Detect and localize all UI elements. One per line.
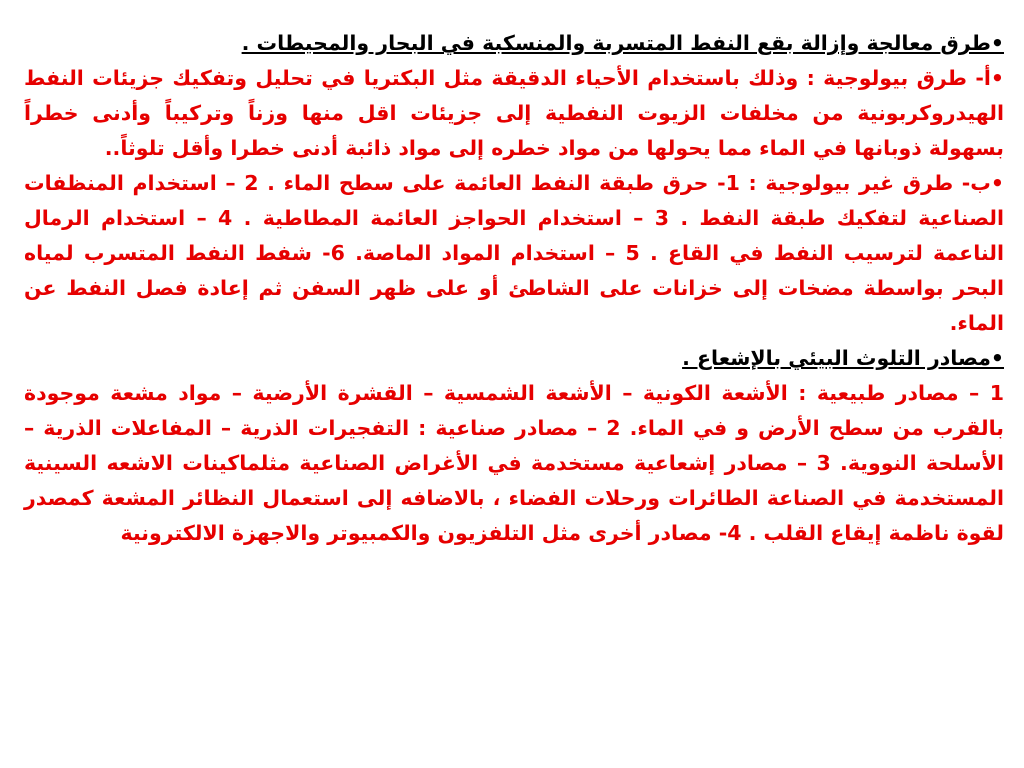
non-biological-methods-paragraph: •ب- طرق غير بيولوجية : 1- حرق طبقة النفط العائمة على سطح الماء . 2 – استخدام المنظفات الصناعية لتفكيك طبقة النفط . 3 – استخدام الحواجز العائمة المطاطية . 4 – استخدام الرمال الناعمة لترسيب النفط في القاع . 5 – استخدام المواد الماصة. 6- شفط النفط المتسرب لمياه البحر بواسطة مضخات إلى خزانات على الشاطئ أو على ظهر السفن ثم إعادة فصل النفط عن الماء.: [24, 171, 1005, 335]
radiation-sources-paragraph: 1 – مصادر طبيعية : الأشعة الكونية – الأشعة الشمسية – القشرة الأرضية – مواد مشعة موجودة بالقرب من سطح الأرض و في الماء. 2 – مصادر صناعية : التفجيرات الذرية – المفاعلات الذرية – الأسلحة النووية. 3 – مصادر إشعاعية مستخدمة في الأغراض الصناعية مثلماكينات الاشعه السينية المستخدمة في الصناعة الطائرات ورحلات الفضاء ، بالاضافه إلى استعمال النظائر المشعة كمصدر لقوة ناظمة إيقاع القلب . 4- مصادر أخرى مثل التلفزيون والكمبيوتر والاجهزة الالكترونية: [24, 381, 1005, 545]
biological-methods-paragraph: •أ- طرق بيولوجية : وذلك باستخدام الأحياء الدقيقة مثل البكتريا في تحليل وتفكيك جزيئات النفط الهيدروكربونية من مخلفات الزيوت النفطية إلى جزيئات اقل منها وزناً وتركيباً وأدنى خطراً بسهولة ذوبانها في الماء مما يحولها من مواد خطره إلى مواد ذائبة أدنى خطرا وأقل تلوثاً..: [24, 66, 1004, 160]
section-heading-oil-treatment: •طرق معالجة وإزالة بقع النفط المتسربة والمنسكبة في البحار والمحيطات .: [241, 31, 1004, 55]
section-heading-radiation-sources: •مصادر التلوث البيئي بالإشعاع .: [682, 346, 1004, 370]
